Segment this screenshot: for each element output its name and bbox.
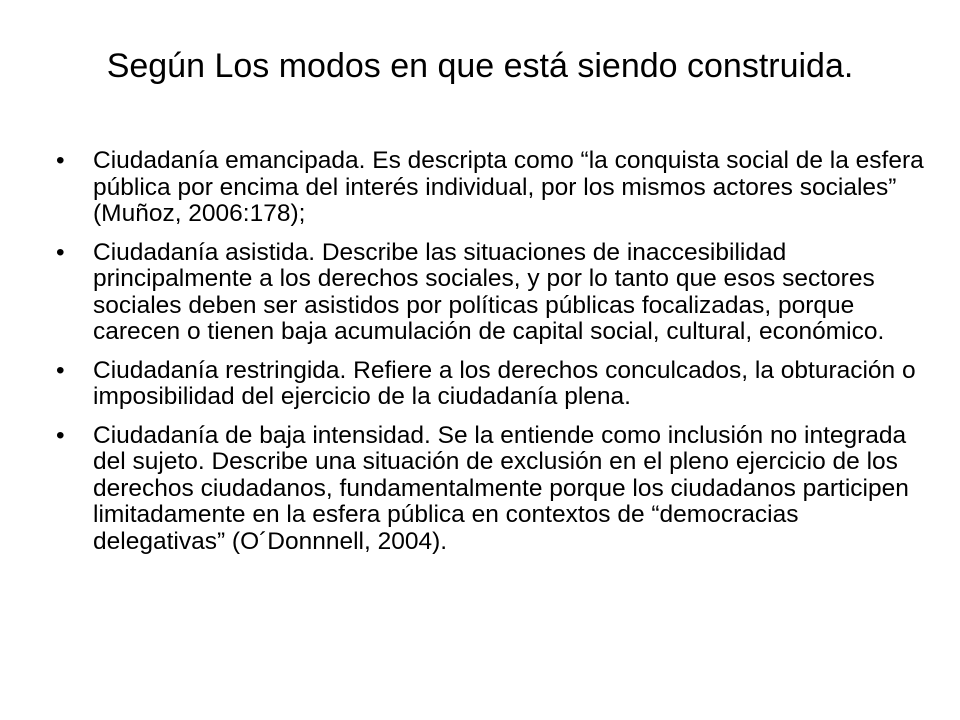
bullet-text: Ciudadanía de baja intensidad. Se la entiende como inclusión no integrada del sujeto. Describe una situación de exclusión en el pleno ejercicio de los derechos ciudadanos, fundamentalmente porque los ciudadanos participen limitadamente en la esfera pública en contextos de “democracias delegativas” (O´Donnnell, 2004).	[93, 421, 909, 555]
bullet-item-asistida	[56, 240, 936, 346]
bullet-dot-icon: •	[56, 421, 65, 449]
slide-title: Según Los modos en que está siendo construida.	[106, 47, 854, 85]
bullet-item-baja-intensidad	[56, 423, 936, 556]
bullet-text: Ciudadanía asistida. Describe las situaciones de inaccesibilidad principalmente a los derechos sociales, y por lo tanto que esos sectores sociales deben ser asistidos por políticas públicas focalizadas, porque carecen o tienen baja acumulación de capital social, cultural, económico.	[93, 238, 885, 345]
bullet-item-restringida	[56, 358, 936, 411]
bullet-dot-icon: •	[56, 238, 65, 266]
bullet-dot-icon: •	[56, 147, 65, 174]
bullet-list	[56, 148, 936, 567]
bullet-dot-icon: •	[56, 356, 65, 384]
bullet-text: Ciudadanía emancipada. Es descripta como “la conquista social de la esfera pública por encima del interés individual, por los mismos actores sociales” (Muñoz, 2006:178);	[93, 147, 924, 227]
bullet-item-emancipada	[56, 148, 936, 228]
bullet-text: Ciudadanía restringida. Refiere a los derechos conculcados, la obturación o imposibilidad del ejercicio de la ciudadanía plena.	[93, 356, 916, 410]
